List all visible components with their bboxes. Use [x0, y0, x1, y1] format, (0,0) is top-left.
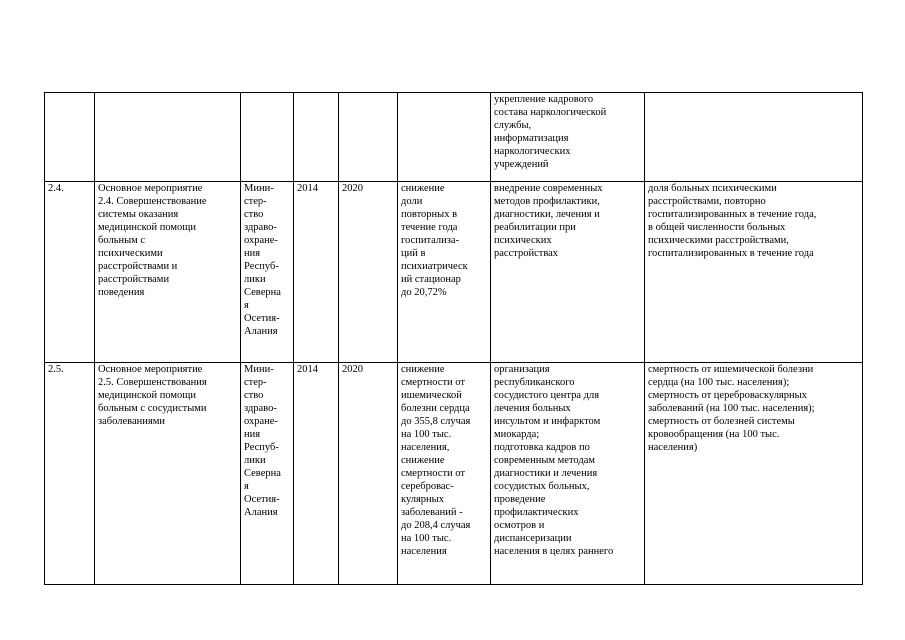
main-directions-cell: внедрение современных методов профилактики, диагностики, лечения и реабилитации при психических расстройствах: [491, 182, 645, 363]
indicator-cell: доля больных психическими расстройствами, повторно госпитализированных в течение года, в общей численности больных психическими расстройствами, госпитализированных в течение года: [645, 182, 863, 363]
row-number-cell: [45, 93, 95, 182]
measure-name-cell: [95, 93, 241, 182]
row-number-cell: 2.5.: [45, 363, 95, 585]
start-year-cell: 2014: [294, 363, 339, 585]
row-number-cell: 2.4.: [45, 182, 95, 363]
table-row: [45, 182, 863, 363]
executor-cell: Мини- стер- ство здраво- охране- ния Респуб- лики Северна я Осетия- Алания: [241, 182, 294, 363]
table-row: [45, 93, 863, 182]
expected-result-cell: снижение доли повторных в течение года госпитализа- ций в психиатрическ ий стационар до 20,72%: [398, 182, 491, 363]
end-year-cell: 2020: [339, 182, 398, 363]
executor-cell: [241, 93, 294, 182]
main-directions-cell: укрепление кадрового состава наркологической службы, информатизация наркологических учреждений: [491, 93, 645, 182]
indicator-cell: [645, 93, 863, 182]
expected-result-cell: снижение смертности от ишемической болезни сердца до 355,8 случая на 100 тыс. населения, снижение смертности от cереброваc- кулярных заболеваний - до 208,4 случая на 100 тыс. населения: [398, 363, 491, 585]
start-year-cell: 2014: [294, 182, 339, 363]
end-year-cell: 2020: [339, 363, 398, 585]
executor-cell: Мини- стер- ство здраво- охране- ния Респуб- лики Северна я Осетия- Алания: [241, 363, 294, 585]
table-row: [45, 363, 863, 585]
start-year-cell: [294, 93, 339, 182]
indicator-cell: смертность от ишемической болезни сердца (на 100 тыс. населения); смертность от цереброваскулярных заболеваний (на 100 тыс. населения); смертность от болезней системы кровообращения (на 100 тыс. населения): [645, 363, 863, 585]
measure-name-cell: Основное мероприятие 2.4. Совершенствование системы оказания медицинской помощи больным с психическими расстройствами и расстройствами поведения: [95, 182, 241, 363]
program-measures-table: [44, 92, 863, 585]
main-directions-cell: организация республиканского сосудистого центра для лечения больных инсультом и инфарктом миокарда; подготовка кадров по современным методам диагностики и лечения сосудистых больных, проведение профилактических осмотров и диспансеризации населения в целях раннего: [491, 363, 645, 585]
measure-name-cell: Основное мероприятие 2.5. Совершенствования медицинской помощи больным с сосудистыми заболеваниями: [95, 363, 241, 585]
expected-result-cell: [398, 93, 491, 182]
end-year-cell: [339, 93, 398, 182]
